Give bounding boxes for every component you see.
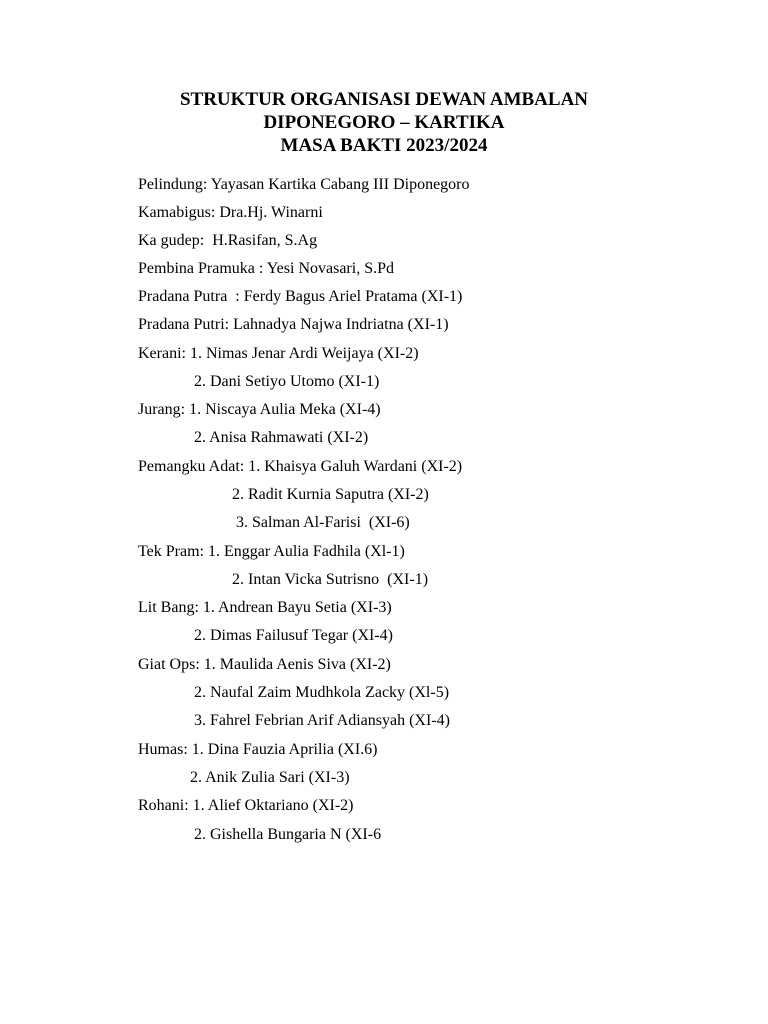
title-line-3: MASA BAKTI 2023/2024 (280, 135, 488, 156)
lit-bang-line-2: 2. Dimas Failusuf Tegar (XI-4) (194, 627, 393, 644)
pemangku-adat-line-2: 2. Radit Kurnia Saputra (XI-2) (232, 486, 429, 503)
kamabigus-line: Kamabigus: Dra.Hj. Winarni (138, 204, 323, 221)
rohani-line-1: Rohani: 1. Alief Oktariano (XI-2) (138, 797, 354, 814)
kerani-line-2: 2. Dani Setiyo Utomo (XI-1) (194, 373, 380, 390)
pemangku-adat-line-1: Pemangku Adat: 1. Khaisya Galuh Wardani (XI-2) (138, 458, 463, 475)
jurang-line-1: Jurang: 1. Niscaya Aulia Meka (XI-4) (138, 401, 381, 418)
title-line-2: DIPONEGORO – KARTIKA (263, 112, 505, 133)
jurang-line-2: 2. Anisa Rahmawati (XI-2) (194, 429, 369, 446)
kerani-line-1: Kerani: 1. Nimas Jenar Ardi Weijaya (XI-2) (138, 345, 419, 362)
pradana-putra-line: Pradana Putra : Ferdy Bagus Ariel Pratama (XI-1) (138, 288, 463, 305)
giat-ops-line-1: Giat Ops: 1. Maulida Aenis Siva (XI-2) (138, 656, 391, 673)
humas-line-1: Humas: 1. Dina Fauzia Aprilia (XI.6) (138, 741, 378, 758)
ka-gudep-line: Ka gudep: H.Rasifan, S.Ag (138, 232, 318, 249)
humas-line-2: 2. Anik Zulia Sari (XI-3) (190, 769, 350, 786)
tek-pram-line-1: Tek Pram: 1. Enggar Aulia Fadhila (Xl-1) (138, 543, 405, 560)
tek-pram-line-2: 2. Intan Vicka Sutrisno (XI-1) (232, 571, 429, 588)
pembina-pramuka-line: Pembina Pramuka : Yesi Novasari, S.Pd (138, 260, 394, 277)
pemangku-adat-line-3: 3. Salman Al-Farisi (XI-6) (236, 514, 410, 531)
pradana-putri-line: Pradana Putri: Lahnadya Najwa Indriatna (XI-1) (138, 316, 449, 333)
rohani-line-2: 2. Gishella Bungaria N (XI-6 (194, 826, 382, 843)
title-line-1: STRUKTUR ORGANISASI DEWAN AMBALAN (179, 89, 589, 110)
lit-bang-line-1: Lit Bang: 1. Andrean Bayu Setia (XI-3) (138, 599, 392, 616)
pelindung-line: Pelindung: Yayasan Kartika Cabang III Diponegoro (138, 176, 470, 193)
giat-ops-line-2: 2. Naufal Zaim Mudhkola Zacky (Xl-5) (194, 684, 450, 701)
giat-ops-line-3: 3. Fahrel Febrian Arif Adiansyah (XI-4) (194, 712, 450, 729)
